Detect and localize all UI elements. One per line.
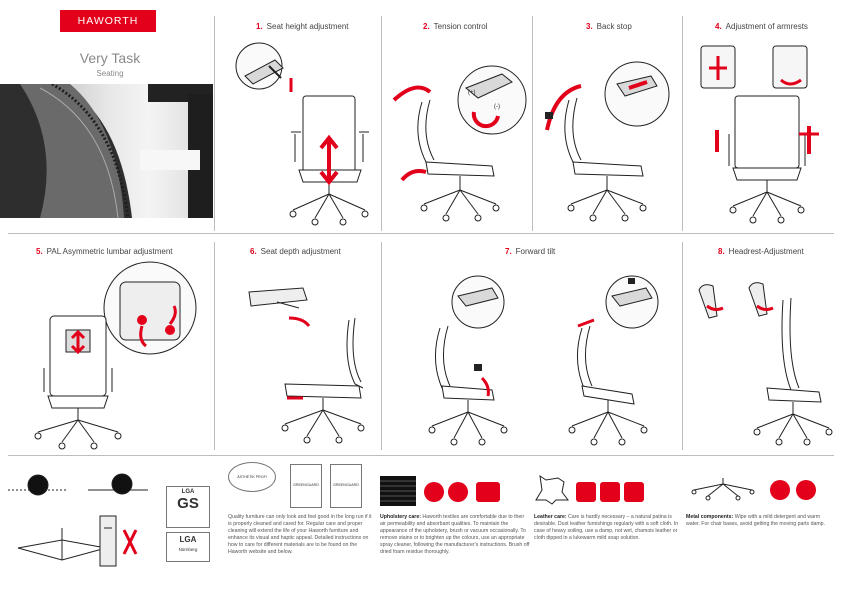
vacuum-icon [448,482,468,502]
hand-wash-icon [424,482,444,502]
metal-text: Wipe with a mild detergent and warm water. For chair bases, avoid getting the moving parts damp. [686,514,825,528]
tension-control-illustration [382,34,532,230]
step-title-5 [36,247,173,256]
step-number: 6. [250,247,257,256]
step-number: 5. [36,247,43,256]
greenguard-badge-1 [290,464,322,508]
back-stop-illustration [533,34,683,230]
temperature-icon [624,482,644,502]
greenguard-label: GREENGUARD [333,483,359,487]
cloth-icon [576,482,596,502]
metal-heading: Metal components: [686,514,734,520]
product-name: Very Task [79,50,141,66]
aesthetic-badge [228,462,276,492]
upholstery-text: Haworth textiles are comfortable due to their air permeability and absorbant qualities. To maintain the appearance of the upholstery, brush or vacuum occasionally. To remove stains or to brighten up the colours, use an appropriate spray cleaner, following the manufacturer's instructions. Brush off dried foam residue thoroughly. [380,514,530,556]
step-title-2 [423,22,487,31]
seat-height-illustration [215,34,381,230]
upholstery-care [380,514,530,557]
step-label: Back stop [596,22,632,31]
gs-label: GS [177,495,199,512]
step-number: 2. [423,22,430,31]
forward-tilt-illustration [382,260,682,452]
step-title-8 [718,247,804,256]
seat-depth-illustration [215,260,381,452]
hand-wipe-icon [770,480,790,500]
step-number: 3. [586,22,593,31]
step-label: Forward tilt [515,247,556,256]
armrest-illustration [683,34,833,230]
soap-solution-icon [600,482,620,502]
step-number: 7. [505,247,512,256]
leather-care [534,514,680,542]
metal-care [686,514,832,528]
leather-heading: Leather care: [534,514,567,520]
castor-diagram [8,468,158,588]
step-title-1 [256,22,349,31]
chair-photo [0,84,213,218]
step-title-3 [586,22,632,31]
lga-nurnberg-badge [166,532,210,562]
lumbar-illustration [10,260,214,452]
step-label: Seat depth adjustment [260,247,341,256]
lga-gs-badge [166,486,210,528]
upholstery-heading: Upholstery care: [380,514,421,520]
tension-plus-label: (+) [468,90,476,96]
step-title-4 [715,22,808,31]
nurnberg-label: Nürnberg [178,547,198,552]
logo-text: HAWORTH [77,15,139,27]
product-category: Seating [96,69,124,78]
step-label: Headrest-Adjustment [728,247,804,256]
brush-icon [476,482,500,502]
fabric-texture-icon [380,476,416,506]
care-intro-text: Quality furniture can only look and feel good in the long run if it is properly cleaned and cared for. Regular care and proper cleaning will extend the life of your Haworth furniture and enhance its visual and haptic appeal. Detailed instructions on how to care for different materials are to be found on the Haworth website and below. [228,514,372,556]
step-number: 8. [718,247,725,256]
chair-base-icon [690,470,756,500]
leather-hide-icon [534,474,570,506]
chair-photo-art [0,84,213,218]
step-number: 4. [715,22,722,31]
lga-label: LGA [181,489,195,495]
aesthetic-label: ÄSTHETIK PROFI [237,475,267,479]
spray-bottle-icon [796,480,816,500]
greenguard-label: GREENGUARD [293,483,319,487]
step-label: Tension control [433,22,488,31]
step-title-6 [250,247,341,256]
tension-minus-label: (-) [494,104,500,110]
haworth-logo [60,10,156,32]
step-label: Seat height adjustment [266,22,349,31]
step-label: PAL Asymmetric lumbar adjustment [46,247,173,256]
step-label: Adjustment of armrests [725,22,808,31]
greenguard-badge-2 [330,464,362,508]
headrest-illustration [683,260,833,452]
step-title-7 [505,247,555,256]
lga-label: LGA [179,535,197,544]
step-number: 1. [256,22,263,31]
leather-text: Care is hardly necessary – a natural patina is desirable. Dust leather furnishings regularly with a soft cloth. In case of heavy soiling, use a damp, not wet, chamois leather or cloth dipped in a lukewarm mild soap solution. [534,514,679,542]
